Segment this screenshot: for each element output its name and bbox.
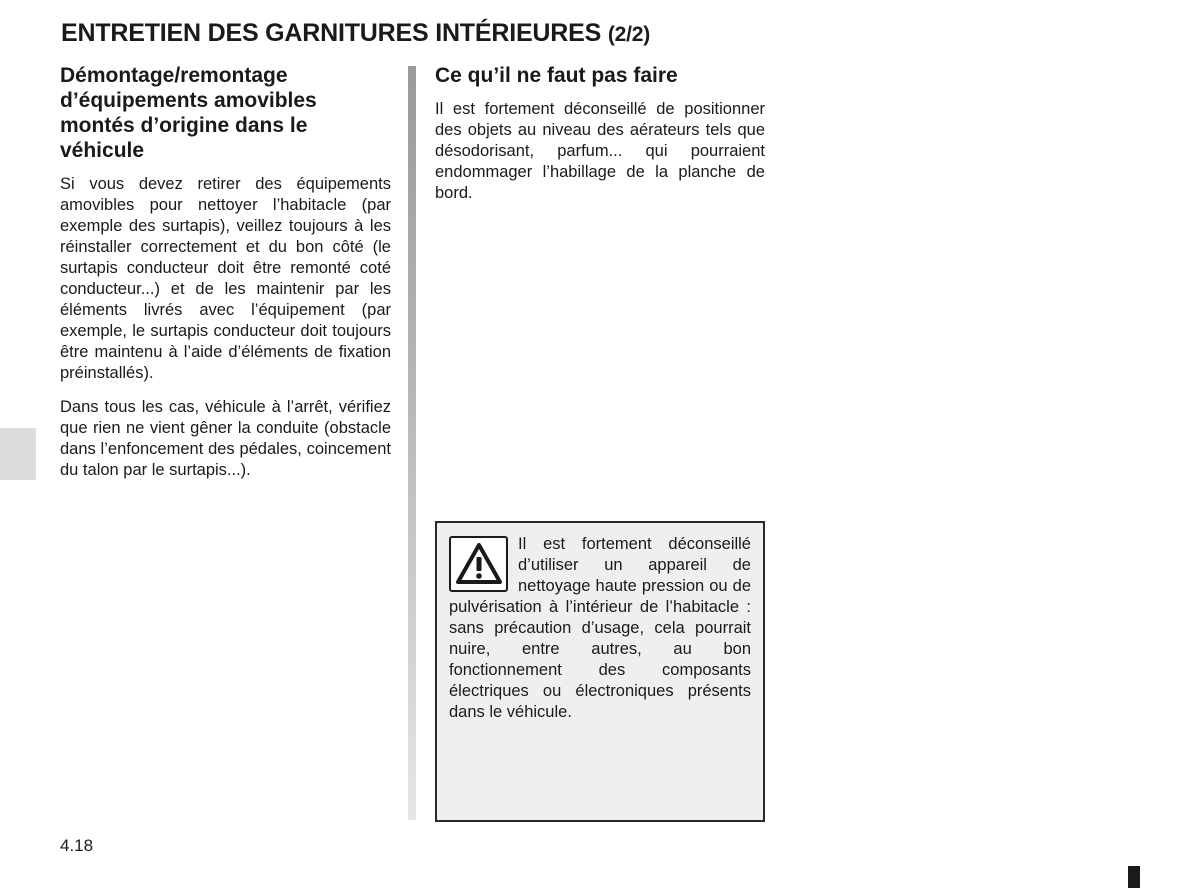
warning-box <box>435 521 765 822</box>
paragraph-removal-1: Si vous devez retirer des équipements amovibles pour nettoyer l’habitacle (par exemple des surtapis), veillez toujours à les réinstaller correctement et du bon côté (le surtapis conducteur doit être remonté coté conducteur...) et de les maintenir par les éléments livrés avec l’équipement (par exemple, le surtapis conducteur doit toujours être maintenu à l’aide d’éléments de fixation préinstallés). <box>60 175 391 382</box>
left-column <box>60 63 391 494</box>
chapter-side-tab <box>0 428 36 480</box>
right-column <box>435 63 765 217</box>
column-divider <box>408 66 416 820</box>
page-title <box>61 19 650 48</box>
section-heading-dont: Ce qu’il ne faut pas faire <box>435 64 678 87</box>
corner-mark <box>1128 866 1140 888</box>
warning-text: Il est fortement déconseillé d’utiliser un appareil de nettoyage haute pression ou de pulvérisation à l’intérieur de l’habitacle : sans précaution d’usage, cela pourrait nuire, entre autres, au bon fonctionnement des composants électriques ou électroniques présents dans le véhicule. <box>449 535 751 721</box>
page-title-text: ENTRETIEN DES GARNITURES INTÉRIEURES <box>61 19 602 47</box>
paragraph-dont: Il est fortement déconseillé de positionner des objets au niveau des aérateurs tels que désodorisant, parfum... qui pourraient endommager l’habillage de la planche de bord. <box>435 100 765 202</box>
paragraph-removal-2: Dans tous les cas, véhicule à l’arrêt, vérifiez que rien ne vient gêner la conduite (obstacle dans l’enfoncement des pédales, coincement du talon par le surtapis...). <box>60 398 391 479</box>
page-number: 4.18 <box>60 836 94 855</box>
section-heading-removal: Démontage/remontage d’équipements amovibles montés d’origine dans le véhicule <box>60 64 317 162</box>
page-title-suffix: (2/2) <box>607 23 651 46</box>
warning-triangle-icon <box>449 536 508 592</box>
